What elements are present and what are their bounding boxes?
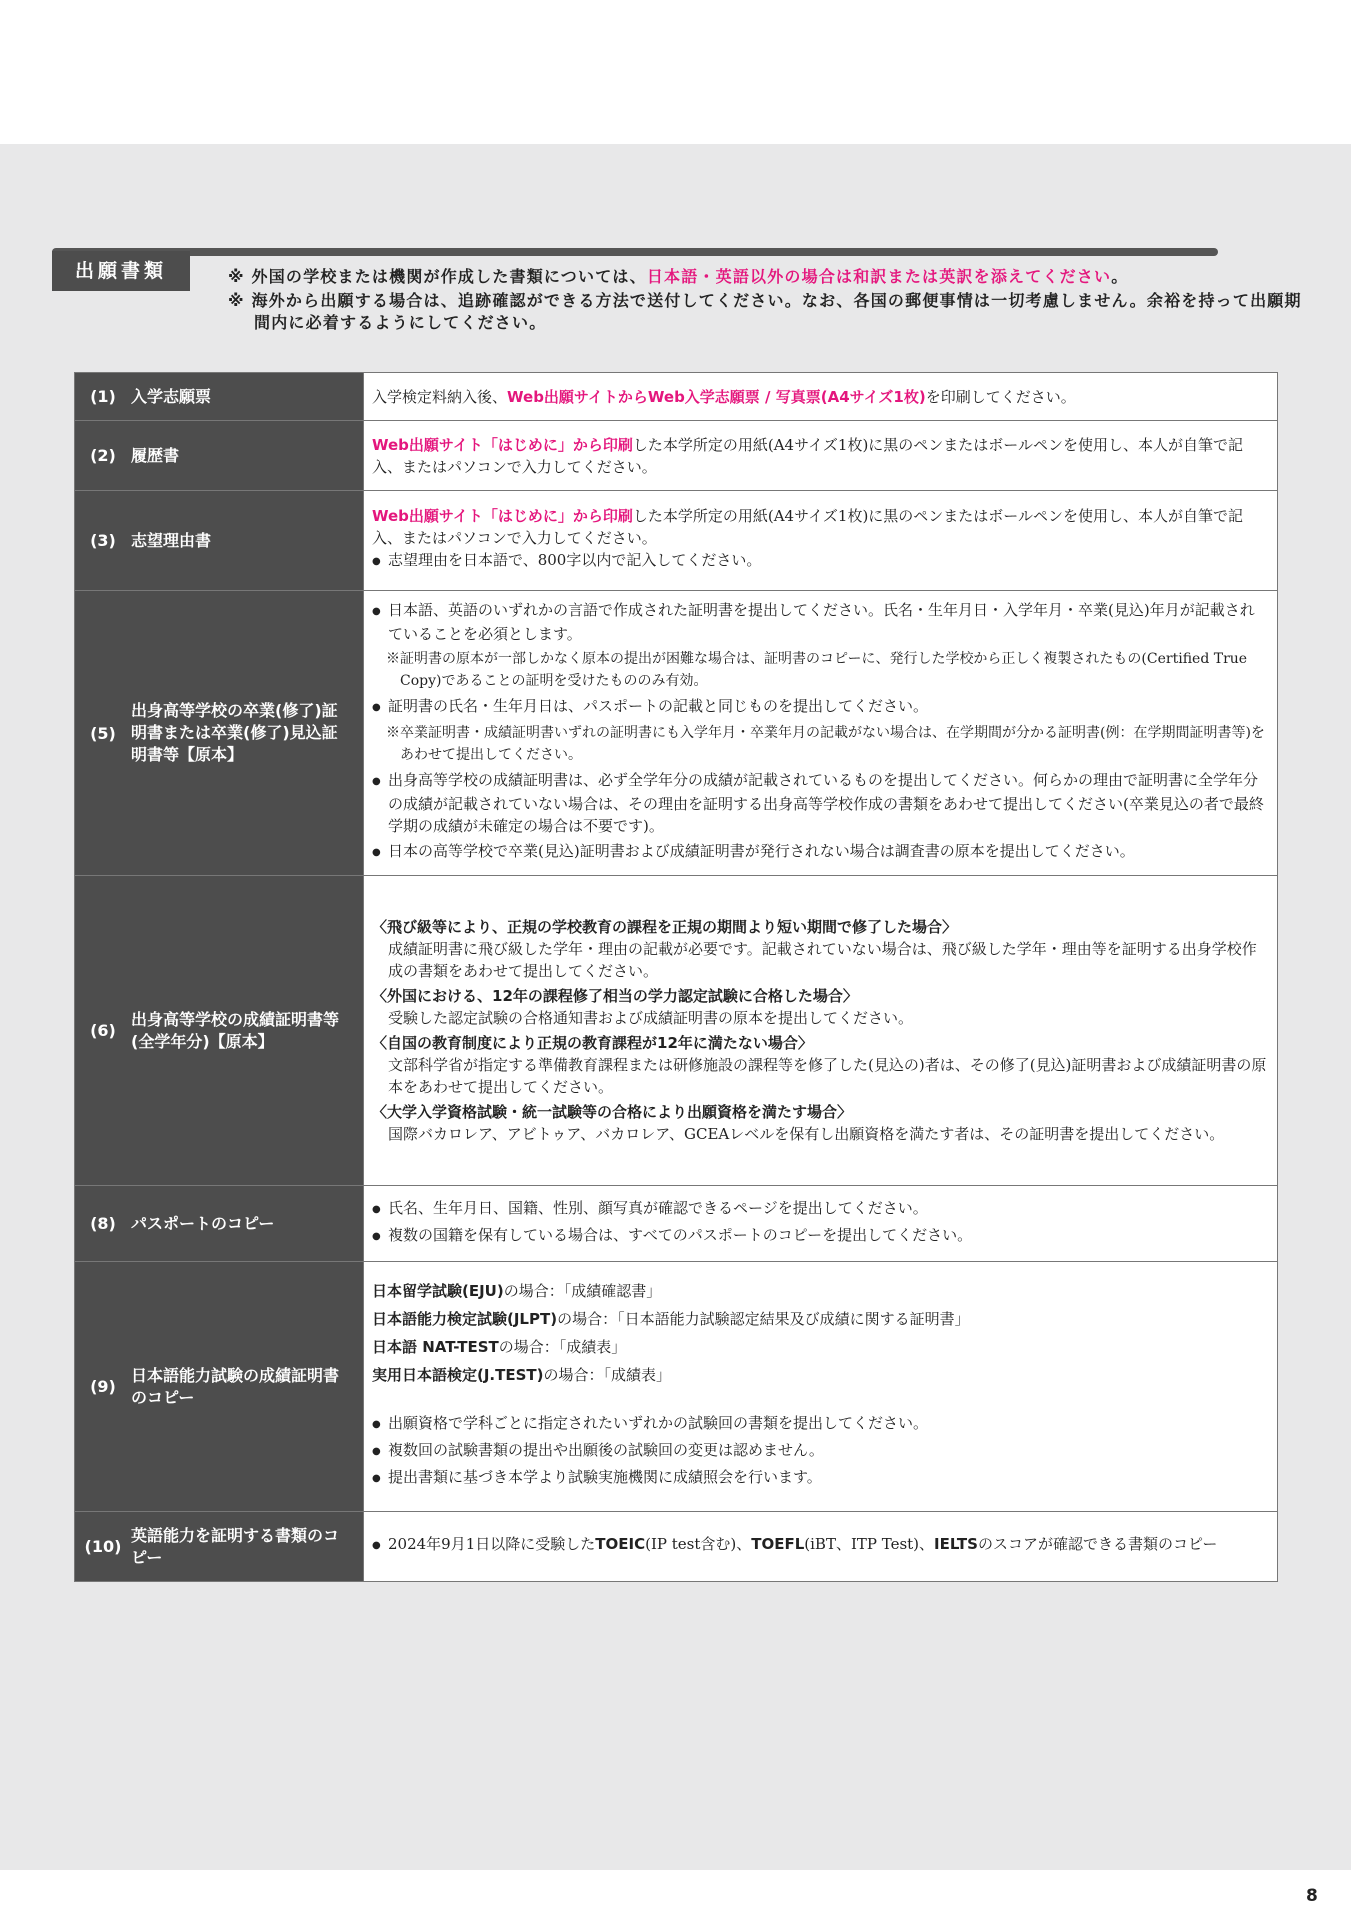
page-number: 8: [1306, 1886, 1318, 1906]
case-heading: 〈大学入学資格試験・統一試験等の合格により出願資格を満たす場合〉: [372, 1102, 853, 1121]
note-translation: [228, 266, 1308, 288]
sub-note: ※卒業証明書・成績証明書いずれの証明書にも入学年月・卒業年月の記載がない場合は、在学期間が分かる証明書(例：在学期間証明書等)をあわせて提出してください。: [386, 725, 1265, 763]
table-row: [75, 1512, 1278, 1582]
row-number: (8): [90, 1214, 116, 1233]
section-rule: [52, 248, 1218, 256]
row-name: パスポートのコピー: [131, 1213, 275, 1233]
bullet-item: ● 出身高等学校の成績証明書は、必ず全学年分の成績が記載されているものを提出してください。何らかの理由で証明書に全学年分の成績が記載されていない場合は、その理由を証明する出身高等学校作成の書類をあわせて提出してください(卒業見込の者で最終学期の成績が未確定の場合は不要です)。: [372, 769, 1269, 837]
table-row: [75, 1262, 1278, 1512]
table-row: [75, 876, 1278, 1186]
exam-item: [372, 1280, 1269, 1302]
row-name: 日本語能力試験の成績証明書のコピー: [131, 1365, 340, 1407]
row-name: 履歴書: [131, 445, 180, 465]
text: (IP test含む)、: [645, 1535, 752, 1553]
row-body: [364, 1186, 1278, 1262]
row-header: [75, 421, 364, 491]
text: した本学所定の用紙(A4サイズ1枚)に黒のペンまたはボールペンを使用し、本人が自筆で記入、またはパソコンで入力してください。: [372, 507, 1244, 547]
row-number: (6): [90, 1021, 116, 1040]
row-number: (5): [90, 723, 116, 743]
exam-doc: の場合：「日本語能力試験認定結果及び成績に関する証明書」: [557, 1310, 970, 1328]
row-number: (10): [84, 1537, 122, 1556]
table-row: [75, 1186, 1278, 1262]
exam-item: [372, 1364, 1269, 1386]
case-heading: 〈外国における、12年の課程修了相当の学力認定試験に合格した場合〉: [372, 986, 858, 1005]
text: 入学検定料納入後、: [372, 387, 508, 406]
bullet-item: ● 氏名、生年月日、国籍、性別、顔写真が確認できるページを提出してください。: [372, 1197, 1269, 1221]
table-row: [75, 421, 1278, 491]
row-name: 志望理由書: [131, 530, 212, 550]
row-header: [75, 1186, 364, 1262]
test-name: IELTS: [934, 1535, 978, 1553]
note-highlight: 日本語・英語以外の場合は和訳または英訳を添えてください: [646, 267, 1112, 286]
exam-doc: の場合：「成績確認書」: [503, 1282, 662, 1300]
row-header: [75, 876, 364, 1186]
note-text: ※ 外国の学校または機関が作成した書類については、: [228, 267, 647, 286]
row-body: [364, 373, 1278, 421]
note-overseas: ※ 海外から出願する場合は、追跡確認ができる方法で送付してください。なお、各国の郵便事情は一切考慮しません。余裕を持って出願期間内に必着するようにしてください。: [228, 291, 1302, 332]
exam-name: 実用日本語検定(J.TEST): [372, 1366, 544, 1384]
text: のスコアが確認できる書類のコピー: [977, 1535, 1218, 1553]
row-header: [75, 591, 364, 876]
test-name: TOEFL: [751, 1535, 805, 1553]
bullet-item: ● 複数の国籍を保有している場合は、すべてのパスポートのコピーを提出してください。: [372, 1224, 1269, 1248]
case-body: 国際バカロレア、アビトゥア、バカロレア、GCEAレベルを保有し出願資格を満たす者は、その証明書を提出してください。: [388, 1124, 1225, 1143]
row-body: [364, 591, 1278, 876]
row-header: [75, 491, 364, 591]
exam-doc: の場合：「成績表」: [543, 1366, 672, 1384]
row-body: [364, 1262, 1278, 1512]
exam-name: 日本語能力検定試験(JLPT): [372, 1310, 558, 1328]
note-text: 。: [1111, 267, 1129, 286]
row-body: [364, 876, 1278, 1186]
row-header: [75, 1512, 364, 1582]
test-name: TOEIC: [595, 1535, 646, 1553]
text: を印刷してください。: [925, 387, 1076, 406]
row-number: (3): [90, 531, 116, 550]
bullet-item: ● 複数回の試験書類の提出や出願後の試験回の変更は認めません。: [372, 1439, 1269, 1463]
row-name: 出身高等学校の成績証明書等(全学年分)【原本】: [131, 1009, 340, 1051]
row-body: [364, 421, 1278, 491]
section-title: 出願書類: [52, 251, 190, 291]
exam-doc: の場合：「成績表」: [498, 1338, 627, 1356]
documents-table: [74, 372, 1278, 1582]
text: 2024年9月1日以降に受験した: [388, 1535, 596, 1553]
case-body: 受験した認定試験の合格通知書および成績証明書の原本を提出してください。: [388, 1008, 914, 1027]
text: した本学所定の用紙(A4サイズ1枚)に黒のペンまたはボールペンを使用し、本人が自筆で記入、またはパソコンで入力してください。: [372, 435, 1244, 476]
bullet-item: ● 提出書類に基づき本学より試験実施機関に成績照会を行います。: [372, 1466, 1269, 1490]
highlight-text: Web出願サイト「はじめに」から印刷: [372, 435, 633, 454]
case-body: 成績証明書に飛び級した学年・理由の記載が必要です。記載されていない場合は、飛び級した学年・理由等を証明する出身学校作成の書類をあわせて提出してください。: [388, 939, 1257, 980]
case-heading: 〈飛び級等により、正規の学校教育の課程を正規の期間より短い期間で修了した場合〉: [372, 917, 958, 936]
row-number: (1): [90, 387, 116, 406]
row-name: 入学志願票: [131, 386, 212, 406]
bullet-item: [372, 1533, 1269, 1557]
row-name: 英語能力を証明する書類のコピー: [131, 1525, 340, 1567]
highlight-text: Web出願サイト「はじめに」から印刷: [372, 507, 633, 525]
table-row: [75, 491, 1278, 591]
row-number: (2): [90, 446, 116, 465]
exam-item: [372, 1336, 1269, 1358]
highlight-text: Web出願サイトからWeb入学志願票 / 写真票(A4サイズ1枚): [507, 387, 926, 406]
row-body: [364, 491, 1278, 591]
row-header: [75, 373, 364, 421]
table-row: [75, 373, 1278, 421]
bullet-item: ● 出願資格で学科ごとに指定されたいずれかの試験回の書類を提出してください。: [372, 1412, 1269, 1436]
case-heading: 〈自国の教育制度により正規の教育課程が12年に満たない場合〉: [372, 1033, 813, 1052]
bullet-item: ● 志望理由を日本語で、800字以内で記入してください。: [372, 549, 1269, 573]
case-body: 文部科学省が指定する準備教育課程または研修施設の課程等を修了した(見込の)者は、その修了(見込)証明書および成績証明書の原本をあわせて提出してください。: [388, 1055, 1267, 1096]
row-header: [75, 1262, 364, 1512]
exam-name: 日本留学試験(EJU): [372, 1282, 504, 1300]
bullet-item: ● 日本語、英語のいずれかの言語で作成された証明書を提出してください。氏名・生年月日・入学年月・卒業(見込)年月が記載されていることを必須とします。: [372, 599, 1269, 645]
row-body: [364, 1512, 1278, 1582]
exam-item: [372, 1308, 1269, 1330]
row-name: 出身高等学校の卒業(修了)証明書または卒業(修了)見込証明書等【原本】: [131, 701, 338, 764]
bullet-item: ● 日本の高等学校で卒業(見込)証明書および成績証明書が発行されない場合は調査書の原本を提出してください。: [372, 840, 1269, 864]
table-row: [75, 591, 1278, 876]
text: (iBT、ITP Test)、: [804, 1535, 935, 1553]
exam-name: 日本語 NAT-TEST: [372, 1338, 499, 1356]
row-number: (9): [90, 1377, 116, 1396]
sub-note: ※証明書の原本が一部しかなく原本の提出が困難な場合は、証明書のコピーに、発行した学校から正しく複製されたもの(Certified True Copy)であることの証明を受けたもののみ有効。: [386, 651, 1248, 689]
notes: [228, 266, 1308, 336]
bullet-item: ● 証明書の氏名・生年月日は、パスポートの記載と同じものを提出してください。: [372, 695, 1269, 719]
